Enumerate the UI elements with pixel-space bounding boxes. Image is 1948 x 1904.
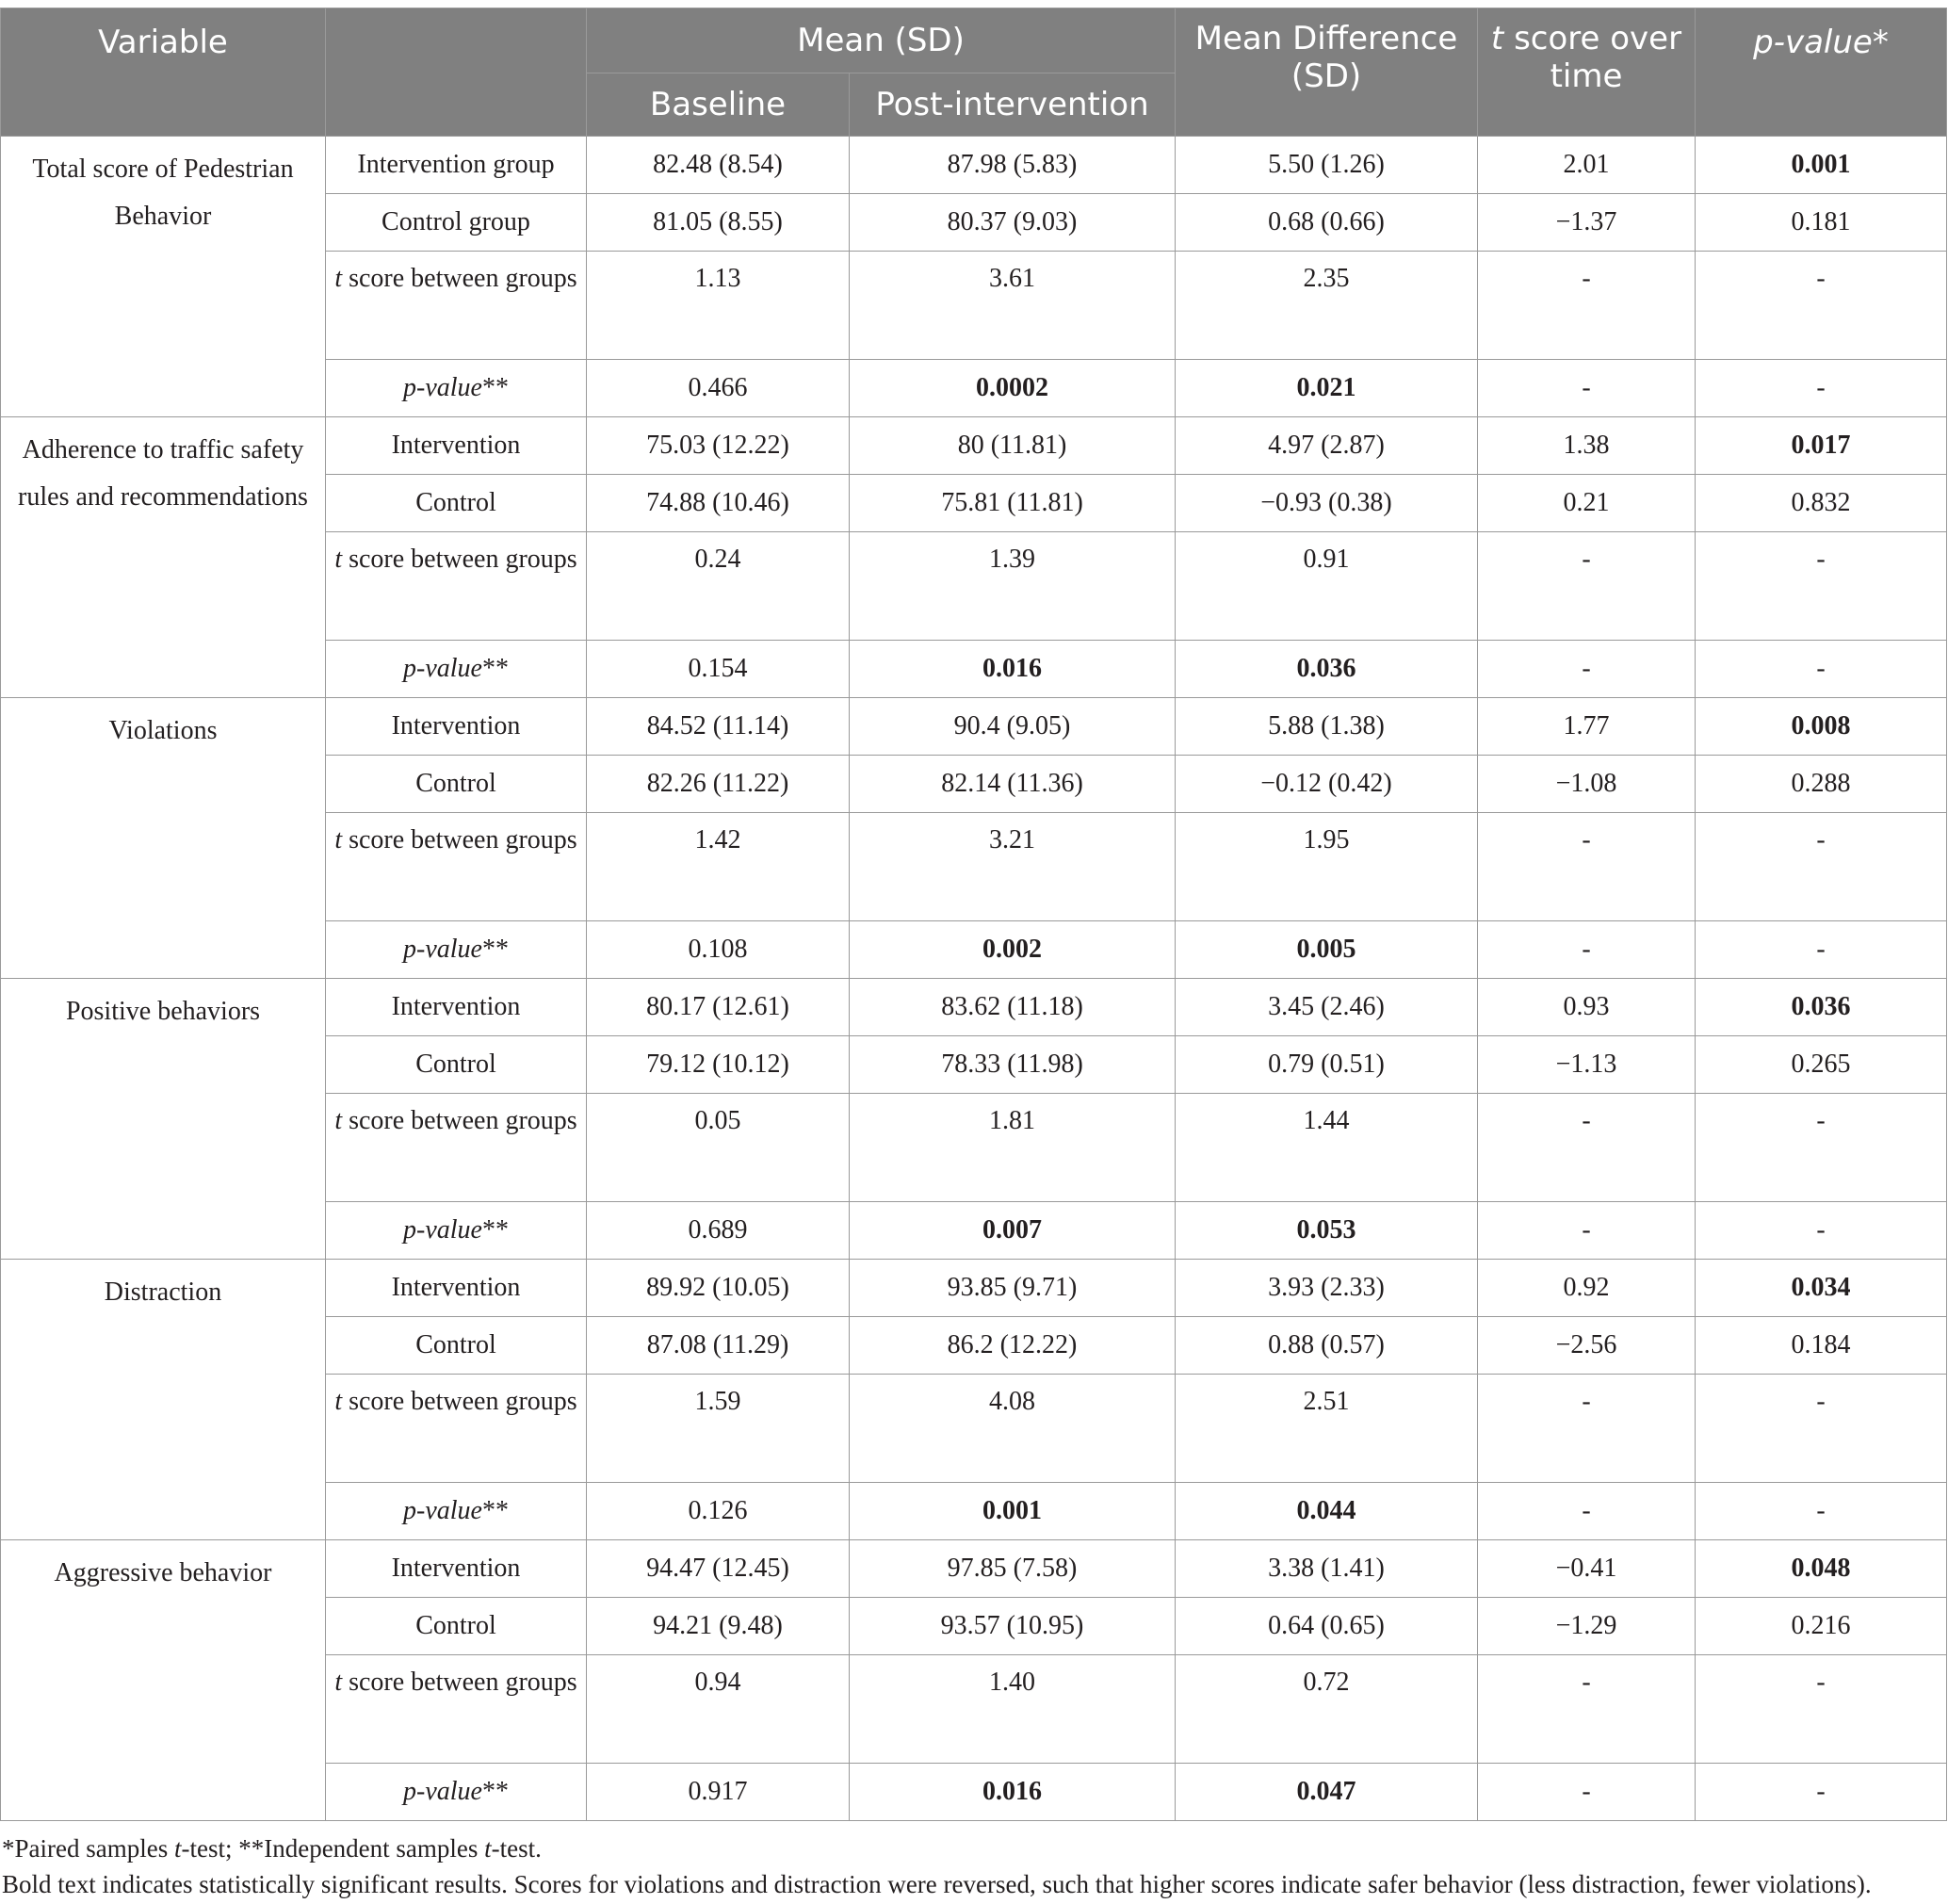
mean-difference-cell: −0.12 (0.42) — [1176, 756, 1478, 813]
p-value-cell: 0.034 — [1696, 1260, 1947, 1317]
baseline-cell: 80.17 (12.61) — [587, 979, 850, 1036]
t-score-cell: −1.29 — [1478, 1598, 1696, 1655]
p-value-cell: - — [1696, 921, 1947, 979]
group-label: p-value** — [326, 1202, 587, 1260]
baseline-cell: 0.94 — [587, 1655, 850, 1764]
p-value-cell: - — [1696, 532, 1947, 641]
t-score-cell: - — [1478, 813, 1696, 921]
post-intervention-cell: 97.85 (7.58) — [850, 1540, 1176, 1598]
post-intervention-cell: 0.007 — [850, 1202, 1176, 1260]
baseline-cell: 1.13 — [587, 252, 850, 360]
group-label: Control — [326, 756, 587, 813]
header-t-score-over-time: t score over time — [1478, 8, 1696, 137]
group-label: Intervention — [326, 417, 587, 475]
mean-difference-cell: 0.79 (0.51) — [1176, 1036, 1478, 1094]
group-label: Control — [326, 1317, 587, 1375]
mean-difference-cell: 0.021 — [1176, 360, 1478, 417]
table-row — [1, 698, 1947, 756]
footnote-significance: Bold text indicates statistically significant results. Scores for violations and distraction were reversed, such that higher scores indicate safer behavior (less distraction, fewer violations). — [2, 1870, 1872, 1898]
group-label: Intervention — [326, 698, 587, 756]
table-row — [1, 1540, 1947, 1598]
p-value-cell: - — [1696, 1764, 1947, 1821]
baseline-cell: 1.59 — [587, 1375, 850, 1483]
p-value-cell: - — [1696, 1655, 1947, 1764]
baseline-cell: 0.917 — [587, 1764, 850, 1821]
t-score-cell: 2.01 — [1478, 137, 1696, 194]
post-intervention-cell: 0.016 — [850, 641, 1176, 698]
p-value-cell: - — [1696, 641, 1947, 698]
mean-difference-cell: 3.45 (2.46) — [1176, 979, 1478, 1036]
t-score-cell: - — [1478, 1483, 1696, 1540]
p-value-cell: 0.265 — [1696, 1036, 1947, 1094]
p-value-cell: 0.216 — [1696, 1598, 1947, 1655]
table-footnotes — [0, 1831, 1948, 1902]
group-label: Control — [326, 475, 587, 532]
footnote-tests: *Paired samples t-test; **Independent samples t-test. — [2, 1834, 542, 1863]
group-label: t score between groups — [326, 1655, 587, 1764]
post-intervention-cell: 3.61 — [850, 252, 1176, 360]
p-value-cell: 0.017 — [1696, 417, 1947, 475]
group-label: Control — [326, 1036, 587, 1094]
post-intervention-cell: 0.001 — [850, 1483, 1176, 1540]
group-label: Intervention — [326, 1540, 587, 1598]
table-row — [1, 1260, 1947, 1317]
p-value-cell: 0.184 — [1696, 1317, 1947, 1375]
table-body — [1, 137, 1947, 1821]
mean-difference-cell: 0.64 (0.65) — [1176, 1598, 1478, 1655]
baseline-cell: 74.88 (10.46) — [587, 475, 850, 532]
t-score-cell: −1.08 — [1478, 756, 1696, 813]
baseline-cell: 1.42 — [587, 813, 850, 921]
post-intervention-cell: 4.08 — [850, 1375, 1176, 1483]
mean-difference-cell: 0.72 — [1176, 1655, 1478, 1764]
mean-difference-cell: 2.35 — [1176, 252, 1478, 360]
table-header — [1, 8, 1947, 137]
baseline-cell: 0.24 — [587, 532, 850, 641]
baseline-cell: 0.05 — [587, 1094, 850, 1202]
group-label: Intervention group — [326, 137, 587, 194]
mean-difference-cell: 3.38 (1.41) — [1176, 1540, 1478, 1598]
p-value-cell: 0.181 — [1696, 194, 1947, 252]
group-label: p-value** — [326, 921, 587, 979]
t-score-cell: 0.92 — [1478, 1260, 1696, 1317]
p-value-cell: 0.008 — [1696, 698, 1947, 756]
table-row — [1, 137, 1947, 194]
group-label: t score between groups — [326, 532, 587, 641]
mean-difference-cell: 0.68 (0.66) — [1176, 194, 1478, 252]
baseline-cell: 0.154 — [587, 641, 850, 698]
baseline-cell: 0.108 — [587, 921, 850, 979]
p-value-cell: 0.832 — [1696, 475, 1947, 532]
group-label: p-value** — [326, 641, 587, 698]
header-mean-sd: Mean (SD) — [587, 8, 1176, 73]
header-p-value: p-value* — [1696, 8, 1947, 137]
baseline-cell: 87.08 (11.29) — [587, 1317, 850, 1375]
group-label: Control group — [326, 194, 587, 252]
mean-difference-cell: 1.44 — [1176, 1094, 1478, 1202]
header-baseline: Baseline — [587, 73, 850, 137]
post-intervention-cell: 87.98 (5.83) — [850, 137, 1176, 194]
mean-difference-cell: 0.036 — [1176, 641, 1478, 698]
p-value-cell: - — [1696, 1094, 1947, 1202]
post-intervention-cell: 3.21 — [850, 813, 1176, 921]
t-score-cell: - — [1478, 1375, 1696, 1483]
group-label: p-value** — [326, 1764, 587, 1821]
baseline-cell: 94.21 (9.48) — [587, 1598, 850, 1655]
p-value-cell: 0.036 — [1696, 979, 1947, 1036]
group-label: Control — [326, 1598, 587, 1655]
post-intervention-cell: 90.4 (9.05) — [850, 698, 1176, 756]
mean-difference-cell: 1.95 — [1176, 813, 1478, 921]
header-variable: Variable — [1, 8, 326, 137]
t-score-cell: - — [1478, 641, 1696, 698]
post-intervention-cell: 75.81 (11.81) — [850, 475, 1176, 532]
group-label: p-value** — [326, 1483, 587, 1540]
group-label: t score between groups — [326, 252, 587, 360]
post-intervention-cell: 0.016 — [850, 1764, 1176, 1821]
t-score-cell: - — [1478, 252, 1696, 360]
t-score-cell: - — [1478, 921, 1696, 979]
post-intervention-cell: 0.0002 — [850, 360, 1176, 417]
t-score-cell: 0.21 — [1478, 475, 1696, 532]
post-intervention-cell: 82.14 (11.36) — [850, 756, 1176, 813]
variable-name: Adherence to traffic safety rules and recommendations — [1, 417, 326, 698]
post-intervention-cell: 0.002 — [850, 921, 1176, 979]
mean-difference-cell: 5.50 (1.26) — [1176, 137, 1478, 194]
mean-difference-cell: 0.005 — [1176, 921, 1478, 979]
post-intervention-cell: 86.2 (12.22) — [850, 1317, 1176, 1375]
group-label: t score between groups — [326, 1094, 587, 1202]
baseline-cell: 82.26 (11.22) — [587, 756, 850, 813]
t-score-cell: 0.93 — [1478, 979, 1696, 1036]
post-intervention-cell: 83.62 (11.18) — [850, 979, 1176, 1036]
p-value-cell: - — [1696, 360, 1947, 417]
post-intervention-cell: 80.37 (9.03) — [850, 194, 1176, 252]
baseline-cell: 79.12 (10.12) — [587, 1036, 850, 1094]
post-intervention-cell: 1.81 — [850, 1094, 1176, 1202]
t-score-cell: - — [1478, 1202, 1696, 1260]
results-table — [0, 8, 1947, 1821]
t-score-cell: - — [1478, 1764, 1696, 1821]
table-container — [0, 8, 1948, 1902]
post-intervention-cell: 93.57 (10.95) — [850, 1598, 1176, 1655]
mean-difference-cell: 0.047 — [1176, 1764, 1478, 1821]
group-label: p-value** — [326, 360, 587, 417]
post-intervention-cell: 1.39 — [850, 532, 1176, 641]
variable-name: Aggressive behavior — [1, 1540, 326, 1821]
t-score-cell: - — [1478, 1094, 1696, 1202]
t-score-cell: - — [1478, 360, 1696, 417]
p-value-cell: 0.288 — [1696, 756, 1947, 813]
variable-name: Distraction — [1, 1260, 326, 1540]
mean-difference-cell: 4.97 (2.87) — [1176, 417, 1478, 475]
mean-difference-cell: 0.044 — [1176, 1483, 1478, 1540]
p-value-cell: - — [1696, 1483, 1947, 1540]
baseline-cell: 82.48 (8.54) — [587, 137, 850, 194]
p-value-cell: 0.048 — [1696, 1540, 1947, 1598]
p-value-cell: - — [1696, 1202, 1947, 1260]
group-label: t score between groups — [326, 813, 587, 921]
table-row — [1, 979, 1947, 1036]
post-intervention-cell: 93.85 (9.71) — [850, 1260, 1176, 1317]
mean-difference-cell: 3.93 (2.33) — [1176, 1260, 1478, 1317]
mean-difference-cell: 0.88 (0.57) — [1176, 1317, 1478, 1375]
t-score-cell: - — [1478, 1655, 1696, 1764]
header-post-intervention: Post-intervention — [850, 73, 1176, 137]
t-score-cell: 1.77 — [1478, 698, 1696, 756]
t-score-cell: −1.37 — [1478, 194, 1696, 252]
group-label: Intervention — [326, 1260, 587, 1317]
mean-difference-cell: 5.88 (1.38) — [1176, 698, 1478, 756]
t-score-cell: −1.13 — [1478, 1036, 1696, 1094]
mean-difference-cell: −0.93 (0.38) — [1176, 475, 1478, 532]
baseline-cell: 0.689 — [587, 1202, 850, 1260]
p-value-cell: 0.001 — [1696, 137, 1947, 194]
group-label: Intervention — [326, 979, 587, 1036]
t-score-cell: −0.41 — [1478, 1540, 1696, 1598]
variable-name: Total score of Pedestrian Behavior — [1, 137, 326, 417]
t-score-cell: −2.56 — [1478, 1317, 1696, 1375]
mean-difference-cell: 0.053 — [1176, 1202, 1478, 1260]
post-intervention-cell: 1.40 — [850, 1655, 1176, 1764]
baseline-cell: 81.05 (8.55) — [587, 194, 850, 252]
p-value-cell: - — [1696, 1375, 1947, 1483]
group-label: t score between groups — [326, 1375, 587, 1483]
post-intervention-cell: 78.33 (11.98) — [850, 1036, 1176, 1094]
t-score-cell: - — [1478, 532, 1696, 641]
mean-difference-cell: 2.51 — [1176, 1375, 1478, 1483]
t-score-cell: 1.38 — [1478, 417, 1696, 475]
baseline-cell: 0.466 — [587, 360, 850, 417]
post-intervention-cell: 80 (11.81) — [850, 417, 1176, 475]
baseline-cell: 94.47 (12.45) — [587, 1540, 850, 1598]
p-value-cell: - — [1696, 252, 1947, 360]
baseline-cell: 0.126 — [587, 1483, 850, 1540]
p-value-cell: - — [1696, 813, 1947, 921]
baseline-cell: 75.03 (12.22) — [587, 417, 850, 475]
baseline-cell: 84.52 (11.14) — [587, 698, 850, 756]
variable-name: Violations — [1, 698, 326, 979]
variable-name: Positive behaviors — [1, 979, 326, 1260]
table-row — [1, 417, 1947, 475]
header-group — [326, 8, 587, 137]
header-mean-difference: Mean Difference (SD) — [1176, 8, 1478, 137]
mean-difference-cell: 0.91 — [1176, 532, 1478, 641]
baseline-cell: 89.92 (10.05) — [587, 1260, 850, 1317]
